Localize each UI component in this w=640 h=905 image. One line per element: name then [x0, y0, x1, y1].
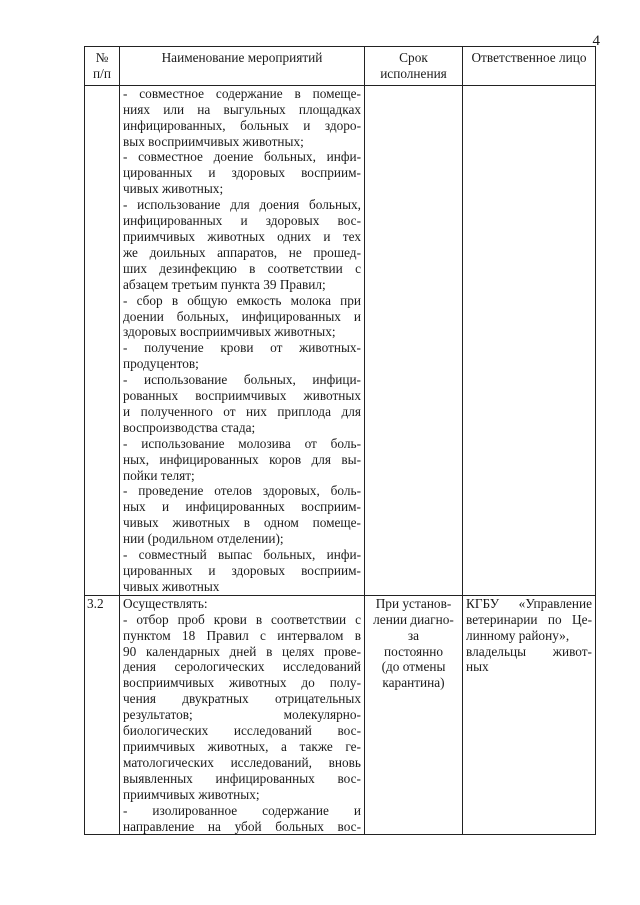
responsible-cell — [463, 595, 596, 835]
term-cell — [365, 595, 463, 835]
term-line: лении диагно- — [373, 611, 454, 627]
measure-line: вых восприимчивых животных; — [123, 133, 304, 149]
measure-line: - использование молозива от боль- — [123, 435, 361, 451]
measure-line: ных, инфицированных коров для вы- — [123, 451, 361, 467]
responsible-line: ных — [466, 659, 489, 675]
measure-line: ниях или на выгульных площадках — [123, 101, 361, 117]
measure-line: восприимчивых животных до полу- — [123, 675, 361, 691]
measure-line: доении больных, инфицированных и — [123, 308, 361, 324]
measure-line: - получение крови от животных- — [123, 340, 361, 356]
measure-text — [120, 85, 365, 595]
measure-line: - совместное содержание в помеще- — [123, 85, 361, 101]
measure-line: - сбор в общую емкость молока при — [123, 292, 361, 308]
responsible-line: КГБУ «Управление — [466, 595, 592, 611]
measure-line: абзацем третьим пункта 39 Правил; — [123, 276, 326, 292]
measure-line: продуцентов; — [123, 356, 199, 372]
responsible-cell — [463, 85, 596, 595]
header-responsible: Ответственное лицо — [463, 47, 596, 86]
table-header-row — [85, 47, 596, 86]
measure-line: ших дезинфекцию в соответствии с — [123, 260, 361, 276]
measure-line: и полученного от них приплода для — [123, 403, 361, 419]
measure-line: матологических исследований, вновь — [123, 754, 361, 770]
measure-line: дения серологических исследований — [123, 659, 361, 675]
term-line: При установ- — [375, 595, 452, 611]
term-cell — [365, 85, 463, 595]
measure-line: чивых животных в одном помеще- — [123, 515, 361, 531]
responsible-line: владельцы живот- — [466, 643, 592, 659]
measure-line: результатов; молекулярно- — [123, 707, 361, 723]
measure-line: - изолированное содержание и — [123, 802, 361, 818]
measure-line: - отбор проб крови в соответствии с — [123, 611, 361, 627]
term-line: карантина) — [382, 675, 445, 691]
measure-line: ных и инфицированных восприим- — [123, 499, 361, 515]
table-row — [85, 85, 596, 595]
measure-line: нии (родильном отделении); — [123, 531, 284, 547]
measure-line: - использование для доения больных, — [123, 197, 361, 213]
measure-line: - использование больных, инфици- — [123, 372, 361, 388]
measure-line: 90 календарных дней в целях прове- — [123, 643, 361, 659]
page-number: 4 — [592, 33, 600, 49]
term-line: за — [407, 627, 420, 643]
measure-line: пунктом 18 Правил с интервалом в — [123, 627, 361, 643]
responsible-line: линному району», — [466, 627, 570, 643]
measures-table — [84, 46, 596, 835]
measure-line: цированных и здоровых восприим- — [123, 165, 361, 181]
measure-line: чивых животных; — [123, 181, 224, 197]
measure-line: же доильных аппаратов, не прошед- — [123, 244, 361, 260]
measure-text — [120, 595, 365, 835]
header-number: № п/п — [85, 47, 120, 86]
measure-line: рованных восприимчивых животных — [123, 388, 361, 404]
table-row — [85, 595, 596, 835]
measure-line: Осуществлять: — [123, 595, 208, 611]
measure-line: приимчивых животных; — [123, 786, 260, 802]
term-line: (до отмены — [381, 659, 446, 675]
measure-line: приимчивых животных, а также ге- — [123, 738, 361, 754]
measure-line: воспроизводства стада; — [123, 419, 256, 435]
measure-line: пойки телят; — [123, 467, 195, 483]
measure-line: инфицированных и здоровых вос- — [123, 213, 361, 229]
measure-line: приимчивых животных одних и тех — [123, 228, 361, 244]
header-term: Срок исполнения — [365, 47, 463, 86]
responsible-line: ветеринарии по Це- — [466, 611, 592, 627]
header-name: Наименование мероприятий — [120, 47, 365, 86]
row-number — [85, 85, 120, 595]
measure-line: биологических исследований вос- — [123, 723, 361, 739]
measure-line: инфицированных, больных и здоро- — [123, 117, 361, 133]
measure-line: чивых животных — [123, 578, 220, 594]
measure-line: выявленных инфицированных вос- — [123, 770, 361, 786]
measure-line: направление на убой больных вос- — [123, 818, 361, 834]
measure-line: чения двукратных отрицательных — [123, 691, 361, 707]
measure-line: - совместное доение больных, инфи- — [123, 149, 361, 165]
measure-line: - проведение отелов здоровых, боль- — [123, 483, 361, 499]
measure-line: здоровых восприимчивых животных; — [123, 324, 336, 340]
term-line: постоянно — [383, 643, 444, 659]
row-number: 3.2 — [85, 595, 120, 835]
measure-line: цированных и здоровых восприим- — [123, 563, 361, 578]
measure-line: - совместный выпас больных, инфи- — [123, 547, 361, 563]
